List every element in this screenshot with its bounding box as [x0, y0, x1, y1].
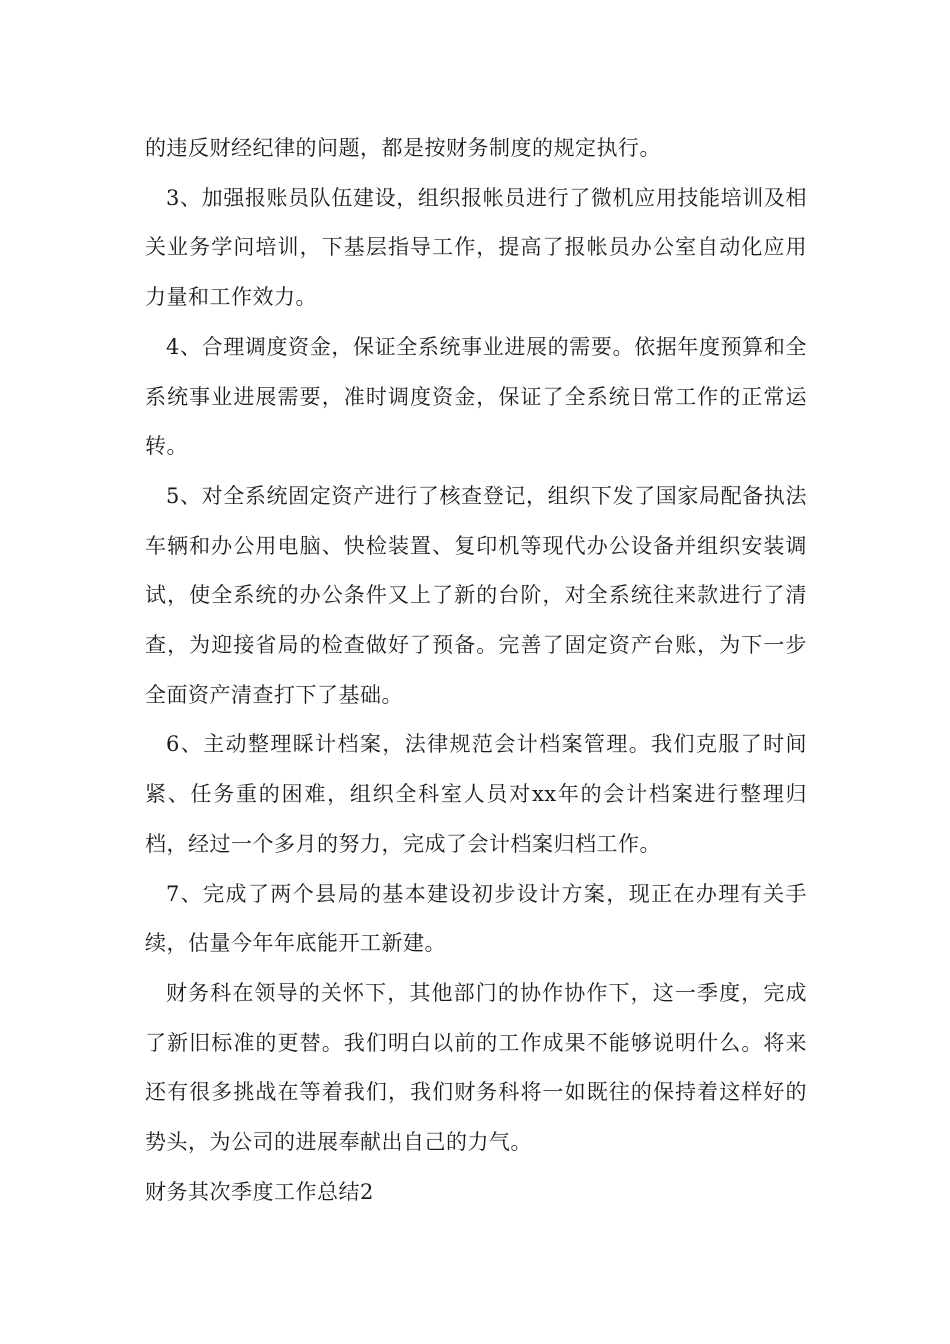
paragraph-continuation: 的违反财经纪律的问题，都是按财务制度的规定执行。	[145, 136, 661, 160]
paragraph-item-5: 5、对全系统固定资产进行了核查登记，组织下发了国家局配备执法车辆和办公用电脑、快检装置、复印机等现代办公设备并组织安装调试，使全系统的办公条件又上了新的台阶，对全系统往来款进行了清查，为迎接省局的检查做好了预备。完善了固定资产台账，为下一步全面资产清查打下了基础。	[145, 483, 807, 707]
paragraph-item-6: 6、主动整理睬计档案，法律规范会计档案管理。我们克服了时间紧、任务重的困难，组织全科室人员对xx年的会计档案进行整理归档，经过一个多月的努力，完成了会计档案归档工作。	[145, 732, 807, 856]
paragraph-item-7: 7、完成了两个县局的基本建设初步设计方案，现正在办理有关手续，估量今年年底能开工新建。	[145, 881, 807, 956]
paragraph-conclusion: 财务科在领导的关怀下，其他部门的协作协作下，这一季度，完成了新旧标准的更替。我们明白以前的工作成果不能够说明什么。将来还有很多挑战在等着我们，我们财务科将一如既往的保持着这样好的势头，为公司的进展奉献出自己的力气。	[145, 980, 807, 1155]
paragraph-item-4: 4、合理调度资金，保证全系统事业进展的需要。依据年度预算和全系统事业进展需要，准时调度资金，保证了全系统日常工作的正常运转。	[145, 334, 807, 459]
document-body	[145, 124, 807, 1217]
paragraph-item-3: 3、加强报账员队伍建设，组织报帐员进行了微机应用技能培训及相关业务学问培训，下基层指导工作，提高了报帐员办公室自动化应用力量和工作效力。	[145, 185, 807, 310]
section-heading: 财务其次季度工作总结2	[145, 1179, 374, 1204]
